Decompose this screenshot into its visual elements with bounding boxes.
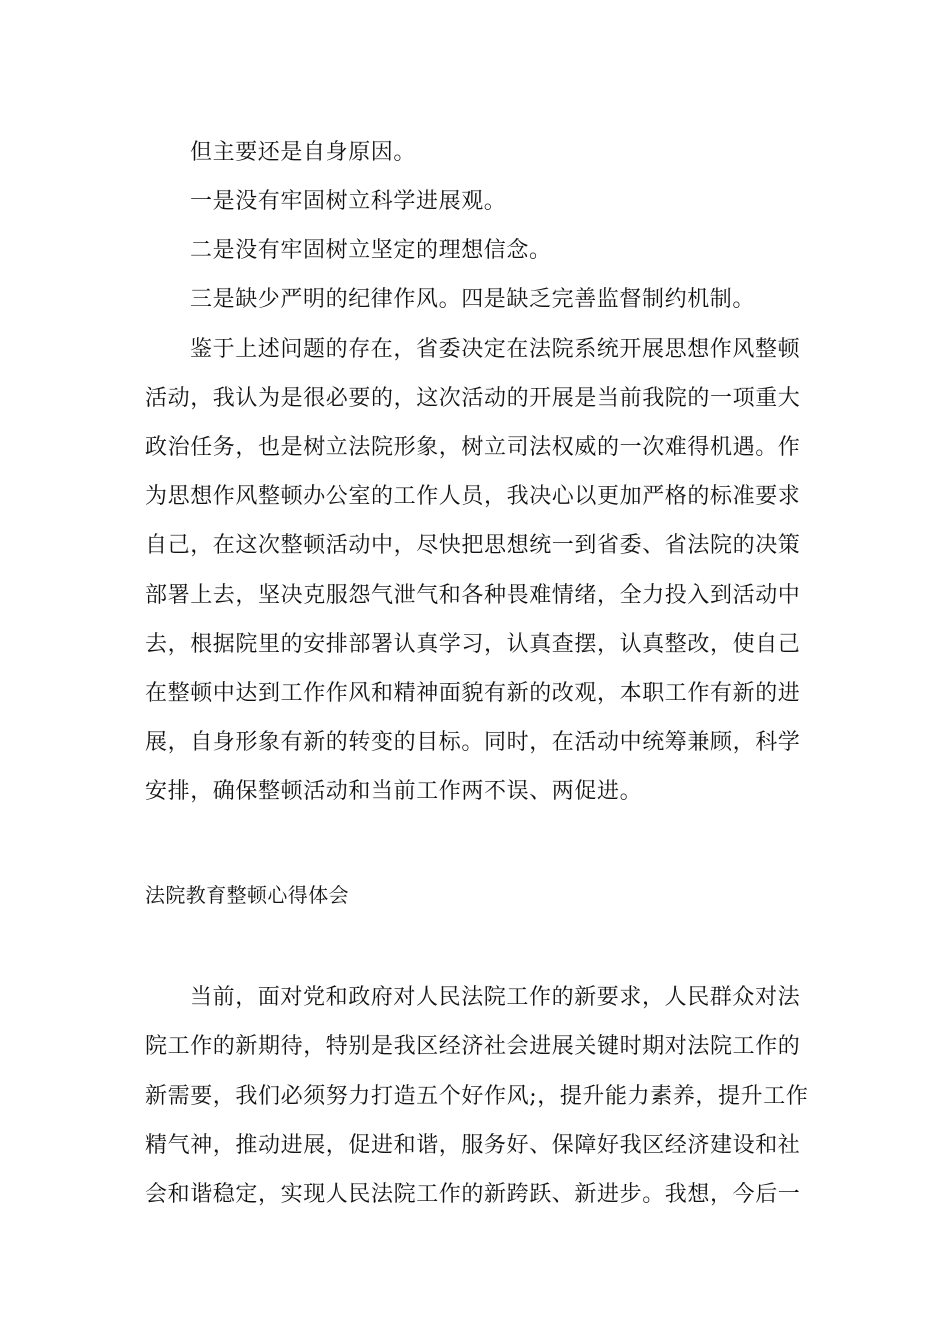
paragraph-1-line-3: 政治任务，也是树立法院形象，树立司法权威的一次难得机遇。作 — [145, 435, 801, 460]
paragraph-1-line-9: 展，自身形象有新的转变的目标。同时，在活动中统筹兼顾，科学 — [145, 730, 801, 755]
paragraph-2-line-4: 精气神，推动进展，促进和谐，服务好、保障好我区经济建设和社 — [145, 1133, 801, 1158]
paragraph-1-line-8: 在整顿中达到工作作风和精神面貌有新的改观，本职工作有新的进 — [145, 681, 801, 706]
opening-line-3: 二是没有牢固树立坚定的理想信念。 — [190, 238, 552, 263]
opening-line-1: 但主要还是自身原因。 — [190, 140, 417, 165]
paragraph-1-line-2: 活动，我认为是很必要的，这次活动的开展是当前我院的一项重大 — [145, 386, 801, 411]
section-title: 法院教育整顿心得体会 — [145, 883, 349, 907]
opening-line-2: 一是没有牢固树立科学进展观。 — [190, 189, 507, 214]
paragraph-2-line-1: 当前，面对党和政府对人民法院工作的新要求，人民群众对法 — [190, 985, 801, 1010]
paragraph-2-line-5: 会和谐稳定，实现人民法院工作的新跨跃、新进步。我想，今后一 — [145, 1182, 801, 1207]
paragraph-1-line-1: 鉴于上述问题的存在，省委决定在法院系统开展思想作风整顿 — [190, 337, 801, 362]
paragraph-1-line-4: 为思想作风整顿办公室的工作人员，我决心以更加严格的标准要求 — [145, 484, 801, 509]
paragraph-2-line-3: 新需要，我们必须努力打造五个好作风;，提升能力素养，提升工作 — [145, 1084, 809, 1109]
paragraph-1-line-7: 去，根据院里的安排部署认真学习，认真查摆，认真整改，使自己 — [145, 632, 801, 657]
paragraph-1-line-6: 部署上去，坚决克服怨气泄气和各种畏难情绪，全力投入到活动中 — [145, 583, 801, 608]
paragraph-1-line-10: 安排，确保整顿活动和当前工作两不误、两促进。 — [145, 779, 643, 804]
paragraph-2-line-2: 院工作的新期待，特别是我区经济社会进展关键时期对法院工作的 — [145, 1034, 801, 1059]
paragraph-1-line-5: 自己，在这次整顿活动中，尽快把思想统一到省委、省法院的决策 — [145, 533, 801, 558]
opening-line-4: 三是缺少严明的纪律作风。四是缺乏完善监督制约机制。 — [190, 287, 756, 312]
